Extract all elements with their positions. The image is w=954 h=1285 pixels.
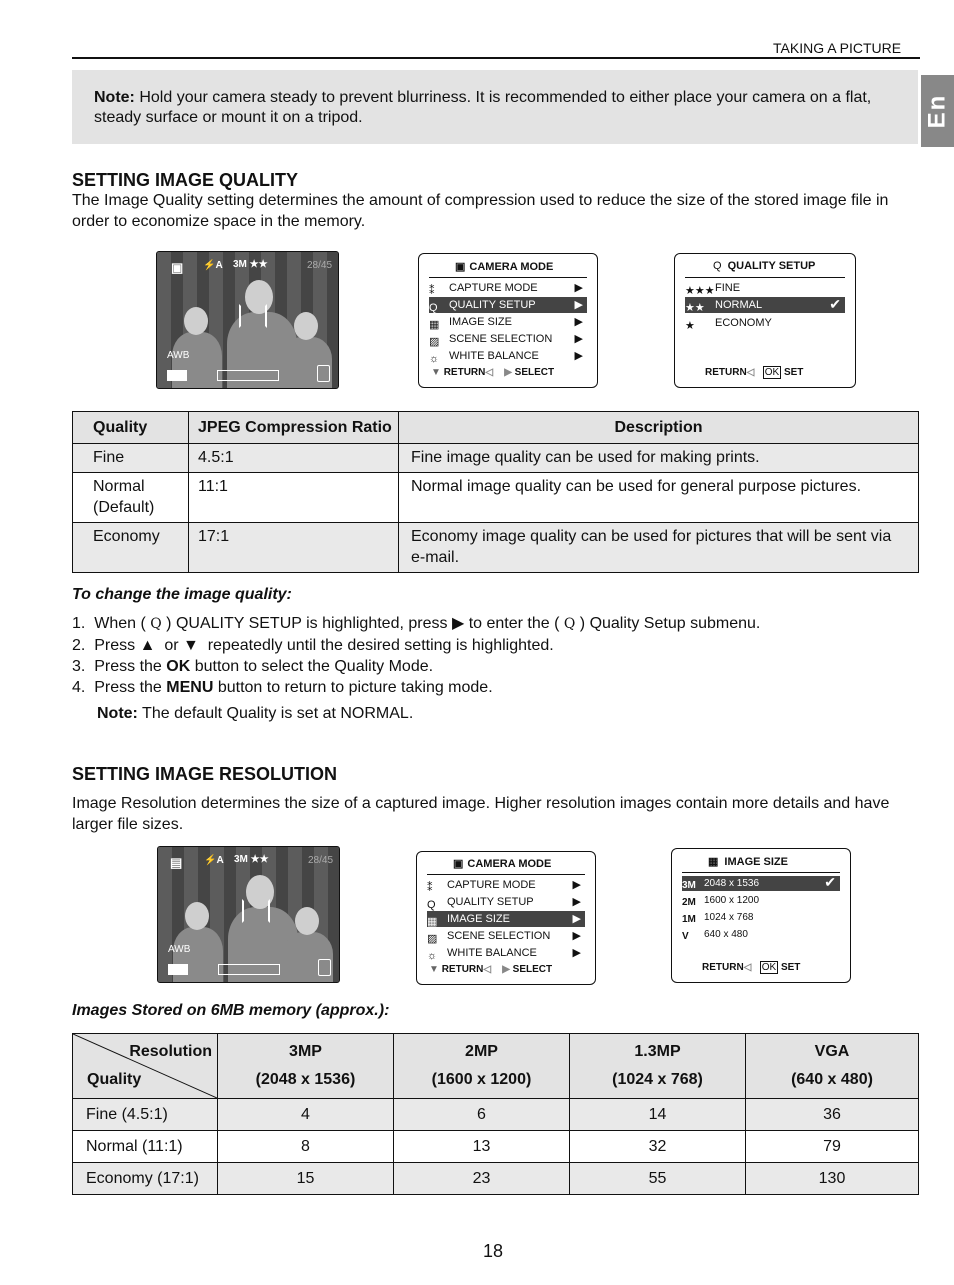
- memory-card-icon: [318, 959, 331, 976]
- quality-intro: The Image Quality setting determines the amount of compression used to reduce the size of the stored image file in order to economize space in the memory.: [72, 192, 889, 230]
- ok-icon: OK: [761, 962, 777, 973]
- quality-icon: Q: [427, 898, 436, 911]
- zoom-bar: [218, 964, 280, 975]
- menu-item-capture-mode[interactable]: ⁑ CAPTURE MODE ▶: [429, 282, 583, 297]
- arrow-right-icon: ▶: [504, 367, 512, 378]
- focus-frame: [239, 304, 267, 328]
- table-row: Fine 4.5:1 Fine image quality can be used for making prints.: [73, 444, 919, 473]
- image-size-icon: ▦: [429, 318, 440, 331]
- scene-icon: ▨: [427, 932, 438, 945]
- howto-heading: To change the image quality:: [72, 586, 292, 603]
- return-icon: ◁: [743, 962, 752, 973]
- table-header: 3MP (2048 x 1536): [218, 1034, 394, 1099]
- default-note: Note: The default Quality is set at NORMAL.: [97, 705, 414, 722]
- image-size-icon: ▦: [427, 915, 438, 928]
- image-size-submenu: [671, 848, 851, 983]
- quality-setup-submenu: [674, 253, 856, 388]
- one-star-icon: ★: [685, 319, 695, 332]
- size-option-2048[interactable]: 3M 2048 x 1536 ✔: [682, 876, 840, 891]
- focus-frame: [242, 899, 270, 923]
- capture-mode-icon: ⁑: [429, 284, 435, 297]
- frame-counter: 28/45: [308, 855, 334, 866]
- 3m-icon: 3M: [682, 879, 696, 891]
- camera-preview-photo: [157, 846, 340, 983]
- quality-option-normal[interactable]: ★★ NORMAL ✔: [685, 297, 845, 313]
- camera-icon: ▣: [453, 858, 464, 870]
- arrow-right-icon: ▶: [574, 333, 583, 345]
- list-item: 2. Press ▲ or ▼ repeatedly until the desired setting is highlighted.: [72, 637, 554, 654]
- arrow-right-icon: ▶: [572, 913, 581, 925]
- size-option-1600[interactable]: 2M 1600 x 1200: [682, 895, 760, 908]
- return-icon: ◁: [746, 367, 755, 378]
- table-row: Fine (4.5:1) 4 6 14 36: [73, 1099, 919, 1131]
- submenu-footer: RETURN◁ OK SET: [705, 367, 804, 378]
- menu-item-scene-selection[interactable]: ▨ SCENE SELECTION ▶: [427, 930, 581, 945]
- submenu-footer: RETURN◁ OK SET: [702, 962, 801, 973]
- scene-icon: ▨: [429, 335, 440, 348]
- continuous-shot-icon: ▤: [170, 855, 183, 870]
- image-size-icon: ▦: [708, 856, 719, 868]
- table-row: Economy (17:1) 15 23 55 130: [73, 1163, 919, 1195]
- arrow-down-icon: ▼: [431, 367, 441, 378]
- checkmark-icon: ✔: [829, 296, 841, 312]
- frame-counter: 28/45: [307, 260, 333, 271]
- menu-item-white-balance[interactable]: ☼ WHITE BALANCE ▶: [427, 947, 581, 962]
- list-item: 4. Press the MENU button to return to picture taking mode.: [72, 679, 493, 696]
- arrow-right-icon: ▶: [574, 350, 583, 362]
- 1m-icon: 1M: [682, 913, 696, 925]
- header-rule: [72, 57, 920, 59]
- storage-table: [72, 1033, 919, 1195]
- wb-indicator: AWB: [168, 944, 191, 955]
- vga-icon: V: [682, 930, 689, 942]
- resolution-indicator: 3M ★★: [234, 854, 269, 865]
- arrow-right-icon: ▶: [574, 299, 583, 311]
- camera-icon: ▣: [455, 261, 466, 273]
- arrow-right-icon: ▶: [574, 282, 583, 294]
- white-balance-icon: ☼: [429, 352, 440, 365]
- note-box: [72, 70, 918, 144]
- flash-auto-icon: ⚡A: [204, 855, 224, 866]
- arrow-right-icon: ▶: [574, 316, 583, 328]
- submenu-title: Q QUALITY SETUP: [713, 260, 816, 272]
- menu-item-scene-selection[interactable]: ▨ SCENE SELECTION ▶: [429, 333, 583, 348]
- flash-auto-icon: ⚡A: [203, 260, 223, 271]
- menu-item-capture-mode[interactable]: ⁑ CAPTURE MODE ▶: [427, 879, 581, 894]
- zoom-bar: [217, 370, 279, 381]
- arrow-down-icon: ▼: [429, 964, 439, 975]
- quality-option-economy[interactable]: ★ ECONOMY: [685, 317, 772, 332]
- menu-item-image-size[interactable]: ▦ IMAGE SIZE ▶: [429, 316, 583, 331]
- arrow-down-icon: ▼: [182, 637, 199, 654]
- return-icon: ◁: [483, 964, 492, 975]
- quality-icon: Q: [713, 260, 722, 272]
- checkmark-icon: ✔: [824, 874, 836, 890]
- note-text: Hold your camera steady to prevent blurriness. It is recommended to either place your camera on a flat, steady surface or mount it on a tripod.: [94, 89, 872, 126]
- return-icon: ◁: [485, 367, 494, 378]
- size-option-1024[interactable]: 1M 1024 x 768: [682, 912, 754, 925]
- arrow-right-icon: ▶: [572, 947, 581, 959]
- camera-preview-photo: [156, 251, 339, 389]
- menu-footer: ▼ RETURN◁ ▶ SELECT: [429, 964, 553, 975]
- arrow-right-icon: ▶: [451, 615, 465, 632]
- menu-item-white-balance[interactable]: ☼ WHITE BALANCE ▶: [429, 350, 583, 365]
- language-tab: En: [921, 75, 954, 147]
- capture-mode-icon: ⁑: [427, 881, 433, 894]
- resolution-heading: SETTING IMAGE RESOLUTION: [72, 764, 338, 784]
- menu-item-quality-setup[interactable]: Q QUALITY SETUP ▶: [427, 896, 581, 911]
- table-header: 1.3MP (1024 x 768): [570, 1034, 746, 1099]
- menu-footer: ▼ RETURN◁ ▶ SELECT: [431, 367, 555, 378]
- ok-icon: OK: [764, 367, 780, 378]
- quality-icon: Q: [150, 616, 162, 632]
- table-row: Economy 17:1 Economy image quality can be used for pictures that will be sent via e-mail.: [73, 523, 919, 573]
- section-header: TAKING A PICTURE: [773, 40, 902, 56]
- table-row: Normal (Default) 11:1 Normal image quality can be used for general purpose pictures.: [73, 473, 919, 523]
- steps-list: [72, 613, 912, 698]
- camera-mode-menu: [416, 851, 596, 985]
- table-row: Normal (11:1) 8 13 32 79: [73, 1131, 919, 1163]
- wb-indicator: AWB: [167, 350, 190, 361]
- quality-table: [72, 411, 919, 573]
- table-header: Description: [399, 412, 919, 444]
- size-option-640[interactable]: V 640 x 480: [682, 929, 748, 942]
- two-star-icon: ★★: [685, 301, 705, 314]
- camera-icon: ▣: [171, 260, 184, 275]
- submenu-title: ▦ IMAGE SIZE: [708, 856, 788, 868]
- 2m-icon: 2M: [682, 896, 696, 908]
- battery-icon: [167, 370, 187, 381]
- menu-title: ▣ CAMERA MODE: [455, 261, 554, 273]
- resolution-indicator: 3M ★★: [233, 259, 268, 270]
- list-item: 3. Press the OK button to select the Quality Mode.: [72, 658, 434, 675]
- storage-caption: Images Stored on 6MB memory (approx.):: [72, 1002, 390, 1019]
- white-balance-icon: ☼: [427, 949, 438, 962]
- table-header: JPEG Compression Ratio: [189, 412, 399, 444]
- arrow-right-icon: ▶: [572, 930, 581, 942]
- table-header: VGA (640 x 480): [746, 1034, 919, 1099]
- table-header: Quality: [73, 412, 189, 444]
- quality-heading: SETTING IMAGE QUALITY: [72, 170, 299, 190]
- memory-card-icon: [317, 365, 330, 382]
- arrow-up-icon: ▲: [139, 637, 156, 654]
- three-star-icon: ★★★: [685, 284, 715, 297]
- table-corner-cell: Resolution Quality: [73, 1034, 218, 1099]
- table-header: 2MP (1600 x 1200): [394, 1034, 570, 1099]
- quality-icon: Q: [563, 616, 576, 632]
- menu-item-quality-setup[interactable]: Q QUALITY SETUP ▶: [429, 297, 587, 313]
- battery-icon: [168, 964, 188, 975]
- arrow-right-icon: ▶: [572, 896, 581, 908]
- list-item: 1. When ( Q ) QUALITY SETUP is highlighted, press ▶ to enter the ( Q ) Quality Setup submenu.: [72, 615, 761, 632]
- camera-mode-menu: [418, 253, 598, 388]
- arrow-right-icon: ▶: [572, 879, 581, 891]
- menu-item-image-size[interactable]: ▦ IMAGE SIZE ▶: [427, 911, 585, 927]
- quality-icon: Q: [429, 301, 438, 314]
- quality-option-fine[interactable]: ★★★FINE: [685, 282, 741, 297]
- resolution-intro: Image Resolution determines the size of a captured image. Higher resolution images contain more details and have larger file sizes.: [72, 795, 890, 833]
- arrow-right-icon: ▶: [502, 964, 510, 975]
- page-number: 18: [483, 1241, 504, 1261]
- menu-title: ▣ CAMERA MODE: [453, 858, 552, 870]
- note-label: Note:: [94, 89, 135, 106]
